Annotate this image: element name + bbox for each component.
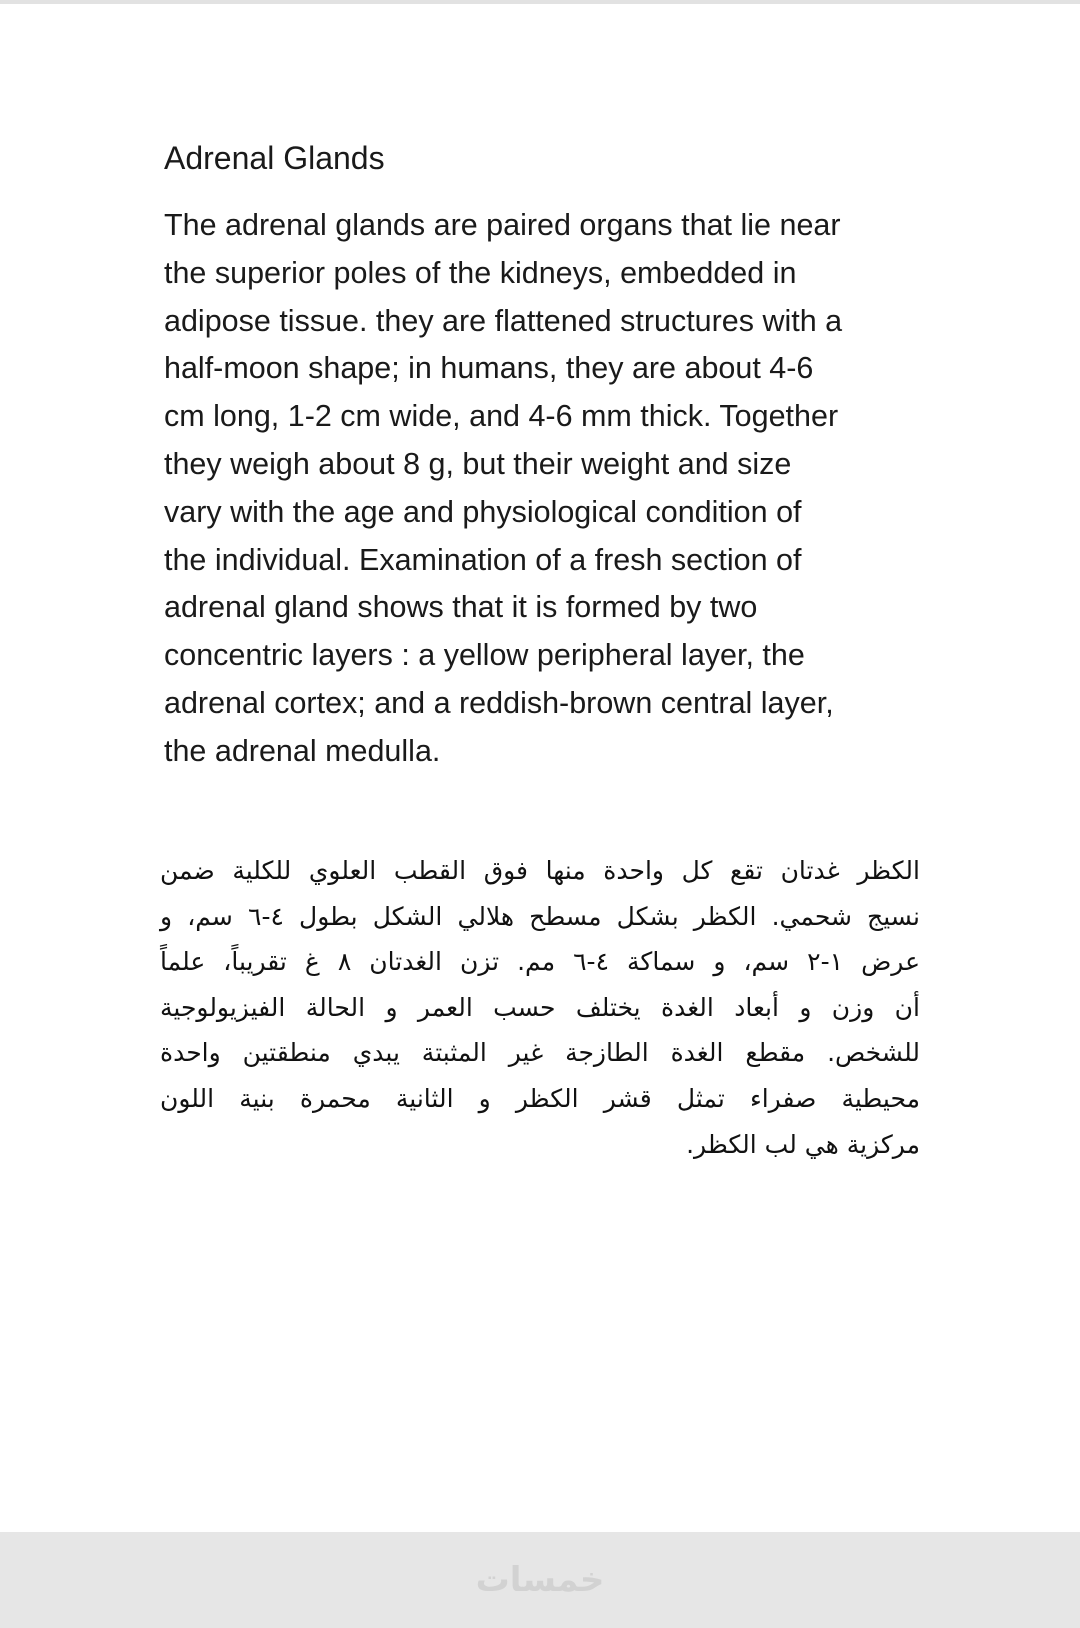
khamsat-watermark-logo: خمسات	[475, 1560, 605, 1600]
text-line: نسيج شحمي. الكظر بشكل مسطح هلالي الشكل بطول ٤-٦ سم، و	[160, 901, 920, 931]
text-line: adrenal cortex; and a reddish-brown central layer,	[164, 685, 834, 720]
text-line: cm long, 1-2 cm wide, and 4-6 mm thick. Together	[164, 399, 839, 434]
text-line: أن وزن و أبعاد الغدة يختلف حسب العمر و الحالة الفيزيولوجية	[160, 992, 920, 1022]
text-line: عرض ١-٢ سم، و سماكة ٤-٦ مم. تزن الغدتان ٨ غ تقريباً، علماً	[160, 947, 920, 977]
text-line: the superior poles of the kidneys, embedded in	[164, 255, 797, 290]
text-line: The adrenal glands are paired organs that lie near	[164, 208, 841, 242]
text-line: adipose tissue. they are flattened structures with a	[164, 303, 843, 338]
text-line: concentric layers : a yellow peripheral layer, the	[164, 638, 805, 673]
footer-bar	[0, 1532, 1080, 1628]
text-line: الكظر غدتان تقع كل واحدة منها فوق القطب العلوي للكلية ضمن	[160, 856, 920, 885]
top-border	[0, 0, 1080, 4]
text-line: the adrenal medulla.	[164, 733, 441, 768]
arabic-paragraph	[160, 848, 920, 1167]
text-line: half-moon shape; in humans, they are about 4-6	[164, 351, 814, 386]
text-line: the individual. Examination of a fresh section of	[164, 542, 802, 577]
document-title: Adrenal Glands	[164, 140, 385, 176]
text-line: للشخص. مقطع الغدة الطازجة غير المثبتة يبدي منطقتين واحدة	[160, 1038, 920, 1068]
text-line: they weigh about 8 g, but their weight and size	[164, 446, 792, 481]
text-line: محيطية صفراء تمثل قشر الكظر و الثانية محمرة بنية اللون	[160, 1083, 920, 1113]
english-paragraph	[164, 202, 924, 776]
text-line: مركزية هي لب الكظر.	[686, 1129, 920, 1159]
text-line: vary with the age and physiological condition of	[164, 494, 802, 529]
text-line: adrenal gland shows that it is formed by two	[164, 590, 758, 625]
